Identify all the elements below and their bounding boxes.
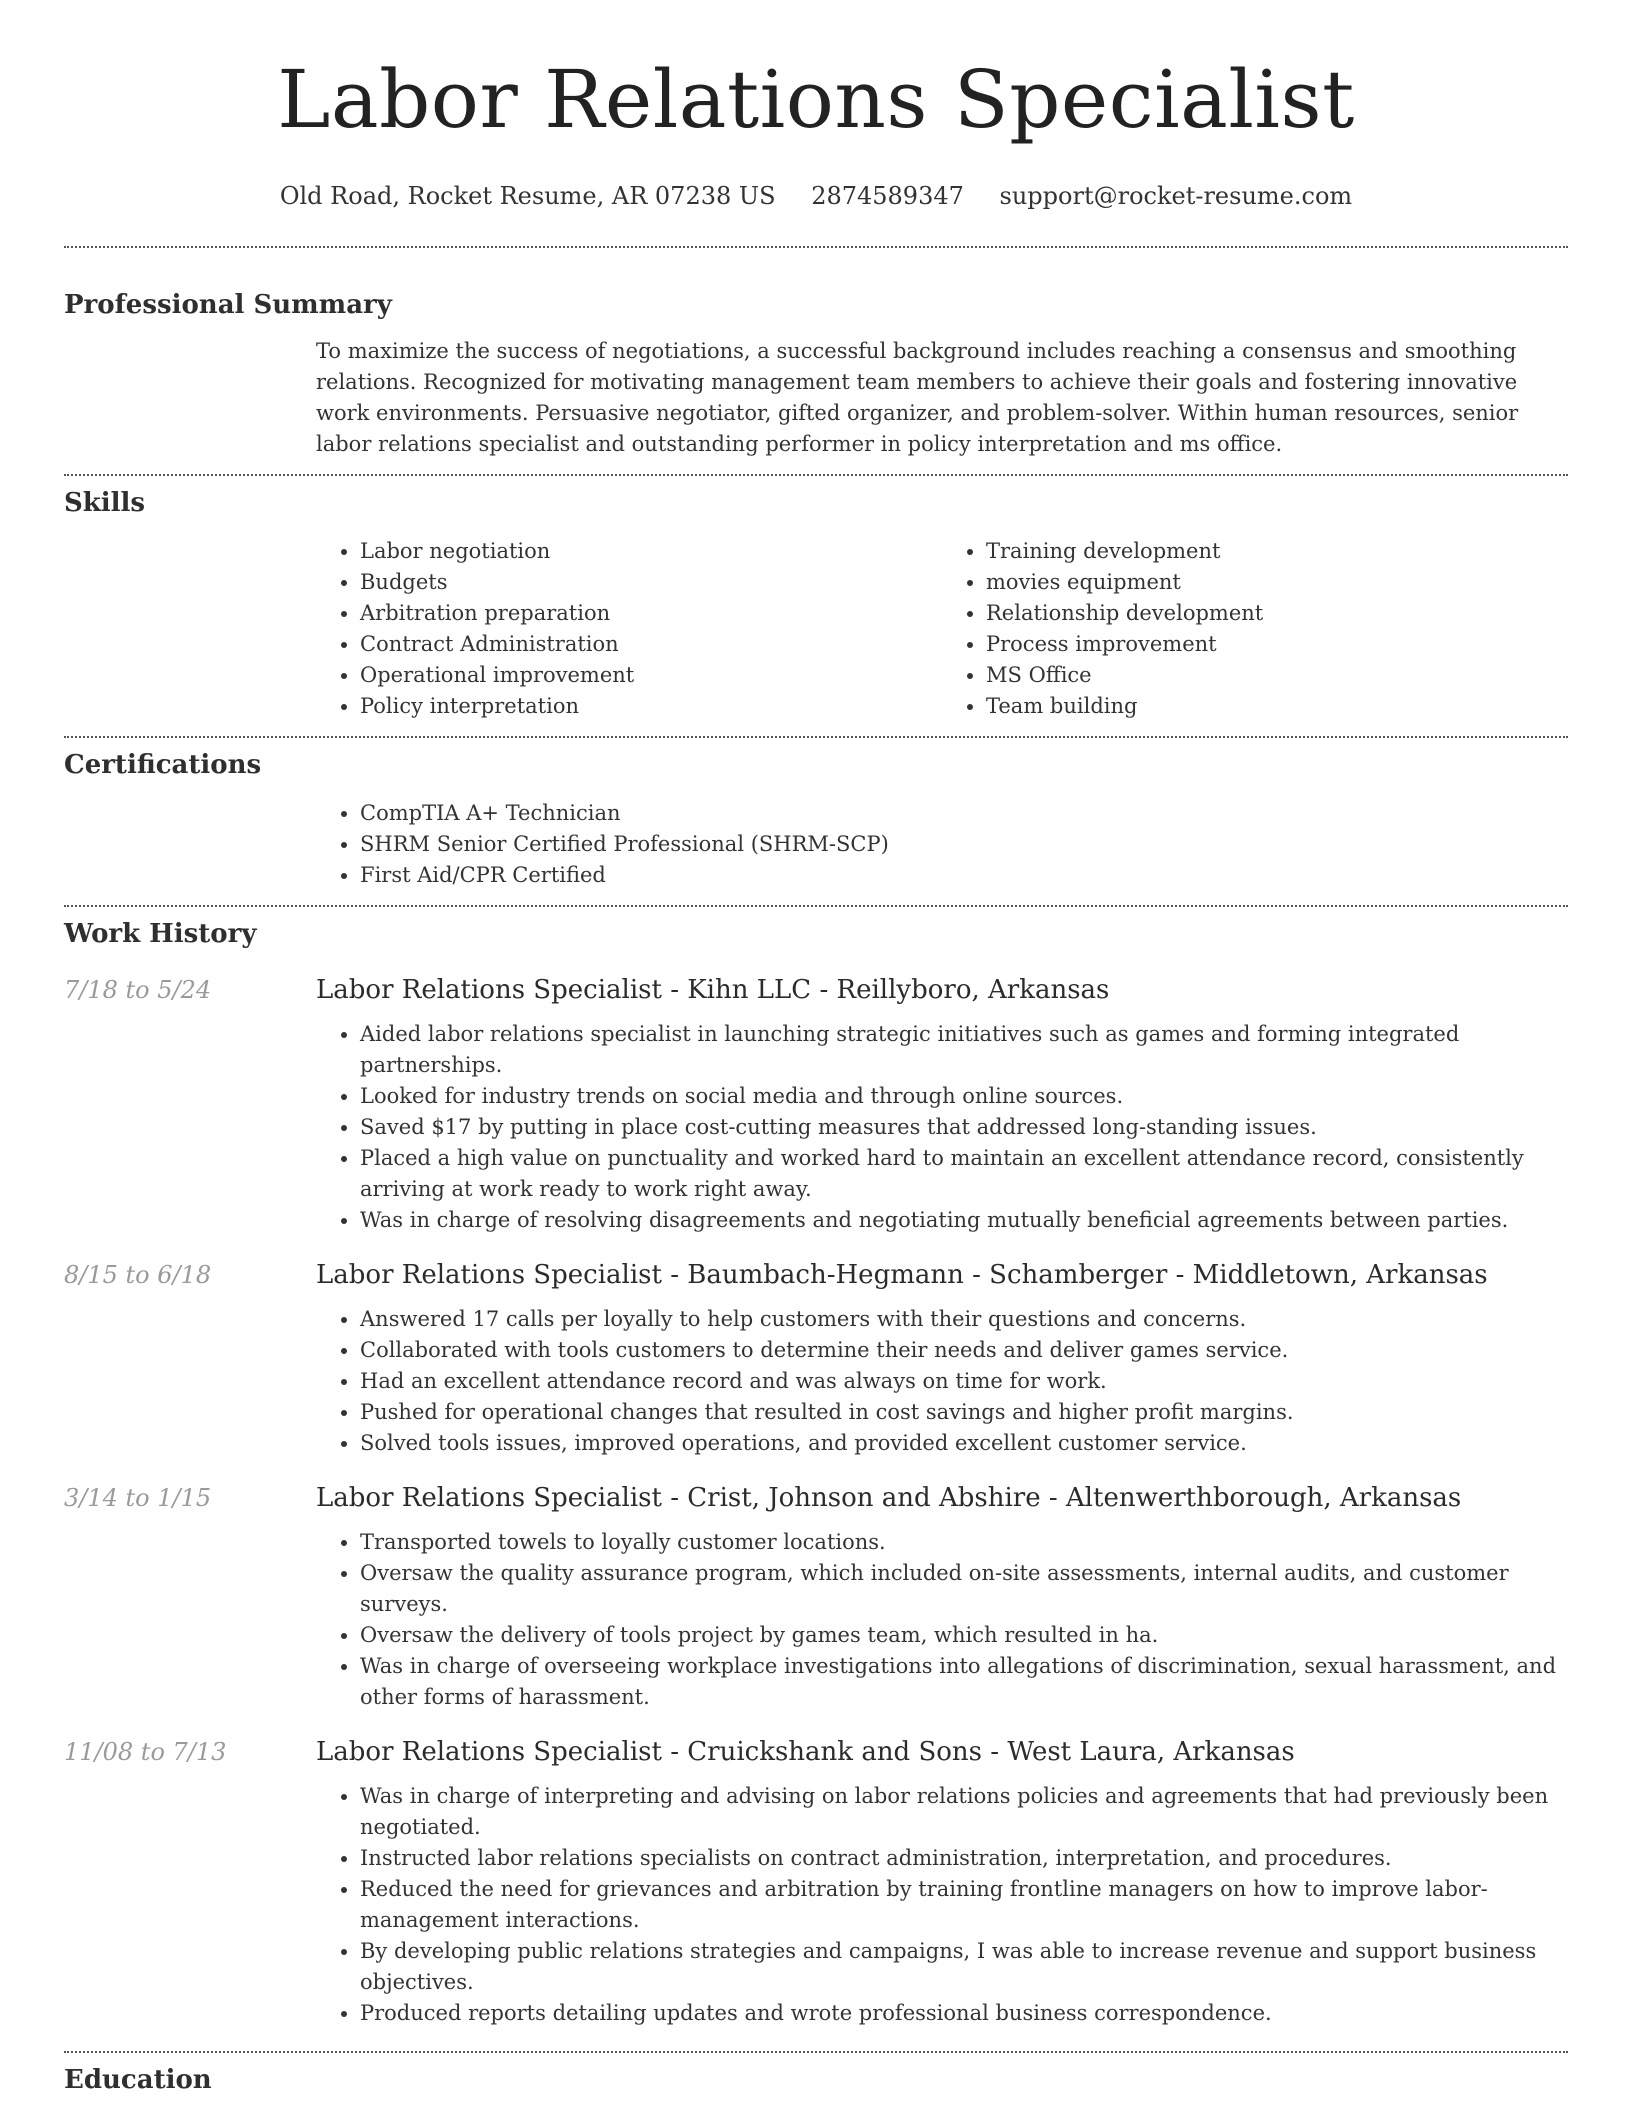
job-bullet: • Oversaw the delivery of tools project by games team, which resulted in ha. bbox=[360, 1620, 1568, 1651]
summary-section bbox=[64, 248, 1568, 460]
job-entry bbox=[64, 1735, 1568, 2029]
job-bullet: • Instructed labor relations specialists on contract administration, interpretation, and procedures. bbox=[360, 1843, 1568, 1874]
job-bullet: • Was in charge of interpreting and advising on labor relations policies and agreements that had previously been negotiated. bbox=[360, 1781, 1568, 1843]
skill-item: • Process improvement bbox=[986, 629, 1568, 660]
job-bullet: • Was in charge of resolving disagreements and negotiating mutually beneficial agreements between parties. bbox=[360, 1205, 1568, 1236]
job-title: Labor Relations Specialist - Baumbach-Hegmann - Schamberger - Middletown, Arkansas bbox=[316, 1260, 1488, 1290]
job-entry bbox=[64, 973, 1568, 1236]
job-bullet: • Solved tools issues, improved operations, and provided excellent customer service. bbox=[360, 1428, 1568, 1459]
job-title: Labor Relations Specialist - Cruickshank and Sons - West Laura, Arkansas bbox=[316, 1737, 1295, 1767]
contact-phone: 2874589347 bbox=[811, 182, 964, 210]
job-bullets bbox=[316, 1019, 1568, 1236]
job-bullets bbox=[316, 1527, 1568, 1713]
education-section bbox=[64, 2053, 1568, 2097]
skill-item: • MS Office bbox=[986, 660, 1568, 691]
candidate-name: Labor Relations Specialist bbox=[277, 53, 1355, 146]
job-bullet: • Pushed for operational changes that resulted in cost savings and higher profit margins. bbox=[360, 1397, 1568, 1428]
section-title-education: Education bbox=[64, 2065, 212, 2095]
job-bullet: • Aided labor relations specialist in launching strategic initiatives such as games and forming integrated partnerships. bbox=[360, 1019, 1568, 1081]
skills-section bbox=[64, 476, 1568, 722]
job-date: 7/18 to 5/24 bbox=[64, 976, 212, 1004]
work-history-section bbox=[64, 907, 1568, 2029]
job-bullet: • Transported towels to loyally customer locations. bbox=[360, 1527, 1568, 1558]
job-entry bbox=[64, 1481, 1568, 1713]
section-title-summary: Professional Summary bbox=[64, 290, 392, 320]
section-title-skills: Skills bbox=[64, 488, 146, 518]
section-title-certifications: Certifications bbox=[64, 750, 262, 780]
contact-email: support@rocket-resume.com bbox=[999, 182, 1353, 210]
skill-item: • Team building bbox=[986, 691, 1568, 722]
certification-item: • First Aid/CPR Certified bbox=[360, 860, 1568, 891]
job-bullet: • Had an excellent attendance record and was always on time for work. bbox=[360, 1366, 1568, 1397]
job-bullet: • Answered 17 calls per loyally to help customers with their questions and concerns. bbox=[360, 1304, 1568, 1335]
job-bullet: • Saved $17 by putting in place cost-cutting measures that addressed long-standing issues. bbox=[360, 1112, 1568, 1143]
skills-list-left bbox=[316, 536, 942, 722]
skill-item: • Relationship development bbox=[986, 598, 1568, 629]
job-bullets bbox=[316, 1304, 1568, 1459]
job-title: Labor Relations Specialist - Crist, Johnson and Abshire - Altenwerthborough, Arkansas bbox=[316, 1483, 1462, 1513]
job-bullet: • Produced reports detailing updates and wrote professional business correspondence. bbox=[360, 1998, 1568, 2029]
job-bullet: • Collaborated with tools customers to determine their needs and deliver games service. bbox=[360, 1335, 1568, 1366]
skills-list-right bbox=[942, 536, 1568, 722]
job-date: 3/14 to 1/15 bbox=[64, 1484, 212, 1512]
certification-item: • CompTIA A+ Technician bbox=[360, 798, 1568, 829]
contact-address: Old Road, Rocket Resume, AR 07238 US bbox=[279, 182, 776, 210]
job-bullet: • By developing public relations strategies and campaigns, I was able to increase revenue and support business objectives. bbox=[360, 1936, 1568, 1998]
contact-line bbox=[64, 180, 1568, 212]
job-bullet: • Oversaw the quality assurance program, which included on-site assessments, internal audits, and customer surveys. bbox=[360, 1558, 1568, 1620]
skill-item: • Labor negotiation bbox=[360, 536, 942, 567]
job-date: 8/15 to 6/18 bbox=[64, 1261, 212, 1289]
job-bullets bbox=[316, 1781, 1568, 2029]
certifications-section bbox=[64, 738, 1568, 891]
skill-item: • Contract Administration bbox=[360, 629, 942, 660]
job-title: Labor Relations Specialist - Kihn LLC - Reillyboro, Arkansas bbox=[316, 975, 1110, 1005]
skill-item: • Operational improvement bbox=[360, 660, 942, 691]
job-bullet: • Was in charge of overseeing workplace investigations into allegations of discrimination, sexual harassment, and other forms of harassment. bbox=[360, 1651, 1568, 1713]
job-date: 11/08 to 7/13 bbox=[64, 1738, 227, 1766]
summary-text: To maximize the success of negotiations, a successful background includes reaching a consensus and smoothing relations. Recognized for motivating management team members to achieve their goals and fostering innovative work environments. Persuasive negotiator, gifted organizer, and problem-solver. Within human resources, senior labor relations specialist and outstanding performer in policy interpretation and ms office. bbox=[316, 339, 1519, 456]
job-bullet: • Looked for industry trends on social media and through online sources. bbox=[360, 1081, 1568, 1112]
skill-item: • Budgets bbox=[360, 567, 942, 598]
skill-item: • Policy interpretation bbox=[360, 691, 942, 722]
certifications-list bbox=[316, 798, 1568, 891]
skill-item: • movies equipment bbox=[986, 567, 1568, 598]
skill-item: • Training development bbox=[986, 536, 1568, 567]
section-title-work-history: Work History bbox=[64, 919, 257, 949]
job-bullet: • Placed a high value on punctuality and worked hard to maintain an excellent attendance record, consistently arriving at work ready to work right away. bbox=[360, 1143, 1568, 1205]
certification-item: • SHRM Senior Certified Professional (SHRM-SCP) bbox=[360, 829, 1568, 860]
job-bullet: • Reduced the need for grievances and arbitration by training frontline managers on how to improve labor-management interactions. bbox=[360, 1874, 1568, 1936]
job-entry bbox=[64, 1258, 1568, 1459]
skill-item: • Arbitration preparation bbox=[360, 598, 942, 629]
